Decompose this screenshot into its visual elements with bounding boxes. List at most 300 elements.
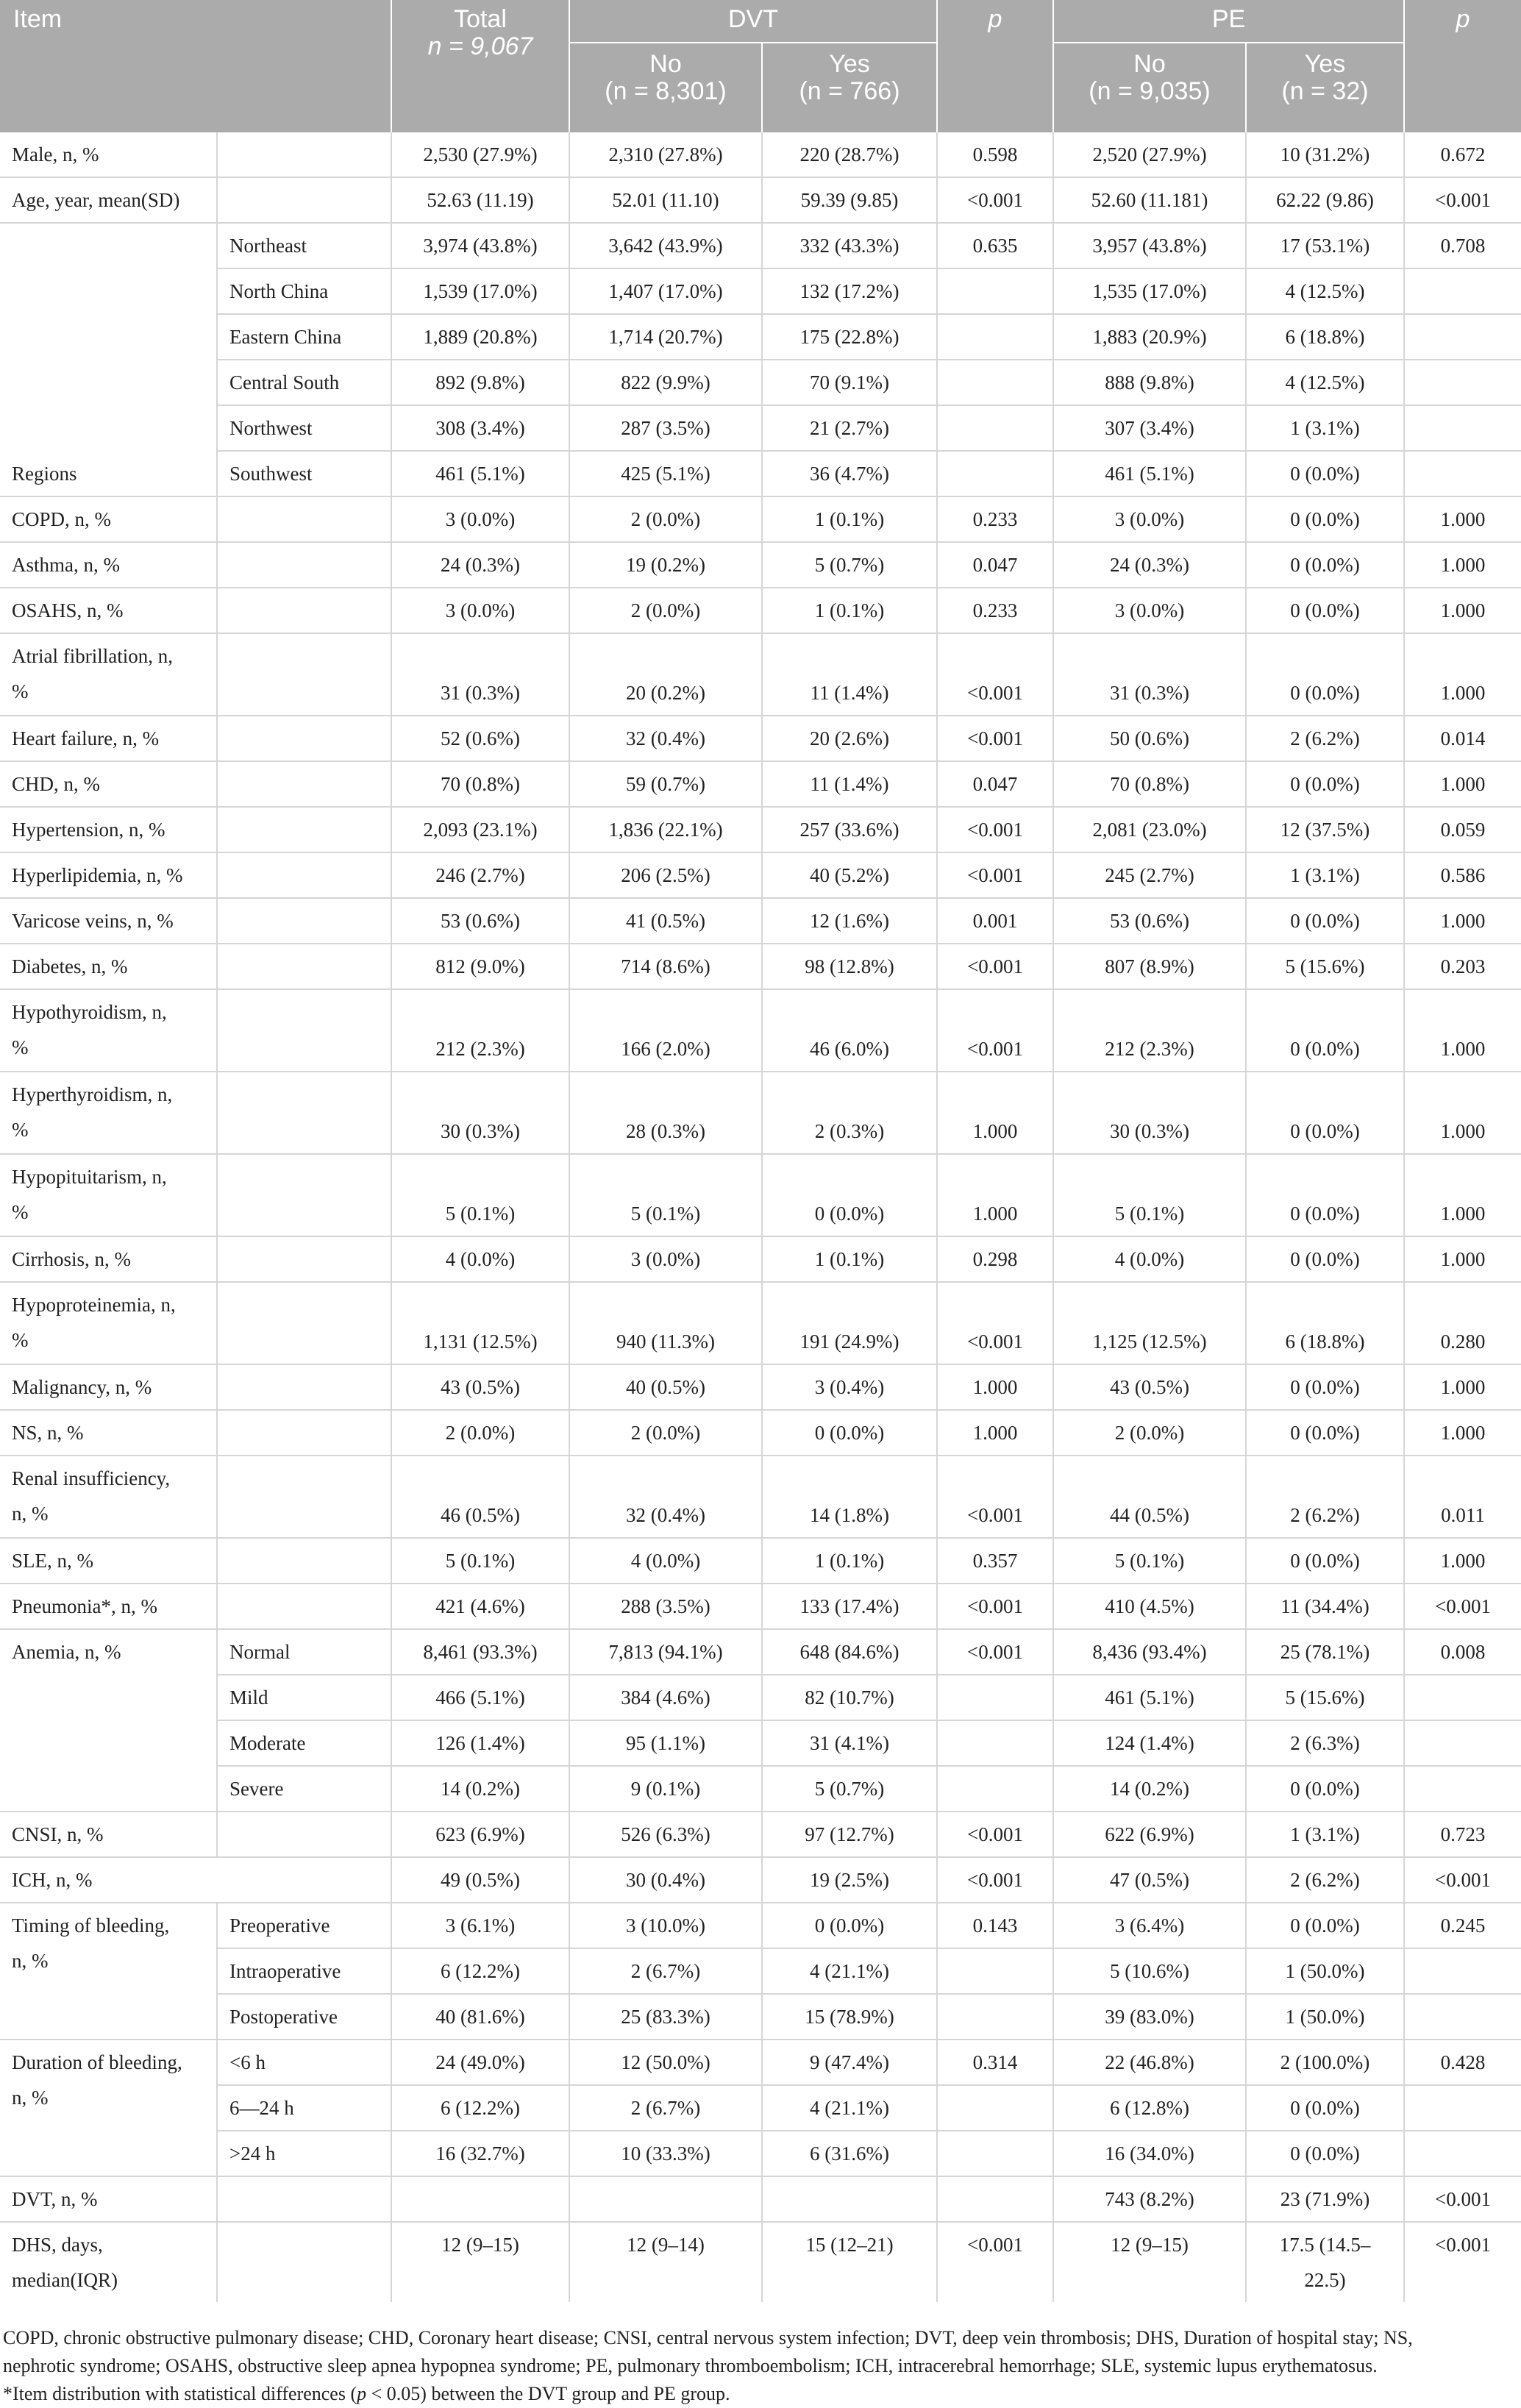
cell-p-dvt: <0.001 (937, 633, 1053, 716)
cell-p-pe: 0.059 (1404, 807, 1521, 852)
cell-pe-yes: 4 (12.5%) (1246, 268, 1404, 314)
row-label-line2: % (12, 1036, 29, 1058)
cell-pe-no: 50 (0.6%) (1053, 716, 1246, 761)
cell-dvt-yes: 15 (78.9%) (762, 1994, 937, 2040)
cell-pe-yes: 17 (53.1%) (1246, 223, 1404, 268)
header-pe-yes-label: Yes (1304, 50, 1346, 78)
cell-total: 40 (81.6%) (391, 1994, 569, 2040)
header-pe-no-label: No (1133, 50, 1166, 78)
cell-p-pe: 1.000 (1404, 1072, 1521, 1154)
cell-total: 6 (12.2%) (391, 2085, 569, 2131)
cell-p-pe (1404, 405, 1521, 451)
row-label-line2: n, % (12, 2087, 49, 2109)
cell-dvt-no: 166 (2.0%) (569, 989, 762, 1072)
cell-p-dvt: <0.001 (937, 1812, 1053, 1857)
cell-pe-no: 16 (34.0%) (1053, 2131, 1246, 2176)
row-sublabel: Preoperative (217, 1903, 391, 1948)
cell-total: 3 (0.0%) (391, 588, 569, 633)
cell-dvt-no: 25 (83.3%) (569, 1994, 762, 2040)
header-dvt-no (569, 43, 762, 132)
table-row (0, 588, 1521, 633)
header-p-pe (1404, 0, 1521, 132)
cell-total (391, 2176, 569, 2222)
cell-p-pe: 1.000 (1404, 1538, 1521, 1584)
cell-pe-yes: 0 (0.0%) (1246, 761, 1404, 807)
cell-dvt-no: 287 (3.5%) (569, 405, 762, 451)
cell-total: 3 (6.1%) (391, 1903, 569, 1948)
row-label-line2: % (12, 1119, 29, 1141)
cell-total: 5 (0.1%) (391, 1538, 569, 1584)
table-row (0, 989, 1521, 1072)
cell-pe-no: 24 (0.3%) (1053, 542, 1246, 588)
row-label-duration (0, 2040, 217, 2176)
cell-dvt-yes: 97 (12.7%) (762, 1812, 937, 1857)
cell-dvt-no: 2 (0.0%) (569, 496, 762, 542)
cell-dvt-no: 384 (4.6%) (569, 1675, 762, 1720)
header-pe-yes (1246, 43, 1404, 132)
cell-pe-yes-line1: 17.5 (14.5– (1279, 2234, 1371, 2256)
cell-pe-no: 52.60 (11.181) (1053, 177, 1246, 223)
cell-p-dvt: <0.001 (937, 944, 1053, 989)
row-label: DVT, n, % (0, 2176, 217, 2222)
cell-p-pe (1404, 1766, 1521, 1812)
header-dvt-yes-n: (n = 766) (799, 77, 900, 105)
row-sublabel: Moderate (217, 1720, 391, 1766)
cell-dvt-yes: 1 (0.1%) (762, 1538, 937, 1584)
empty-cell (217, 588, 391, 633)
cell-pe-no: 461 (5.1%) (1053, 1675, 1246, 1720)
cell-dvt-no: 2,310 (27.8%) (569, 132, 762, 177)
header-dvt (569, 0, 937, 43)
cell-pe-no: 5 (0.1%) (1053, 1538, 1246, 1584)
table-row (0, 1154, 1521, 1236)
cell-pe-no: 124 (1.4%) (1053, 1720, 1246, 1766)
empty-cell (217, 2222, 391, 2302)
cell-pe-yes: 62.22 (9.86) (1246, 177, 1404, 223)
cell-p-dvt (937, 1766, 1053, 1812)
row-label: Malignancy, n, % (0, 1364, 217, 1410)
cell-p-pe: 1.000 (1404, 496, 1521, 542)
row-sublabel: Mild (217, 1675, 391, 1720)
empty-cell (217, 1410, 391, 1456)
cell-pe-yes: 2 (100.0%) (1246, 2040, 1404, 2085)
cell-p-dvt: 0.047 (937, 542, 1053, 588)
empty-cell (217, 1072, 391, 1154)
row-sublabel: Severe (217, 1766, 391, 1812)
cell-p-dvt: <0.001 (937, 1456, 1053, 1538)
cell-pe-no: 6 (12.8%) (1053, 2085, 1246, 2131)
cell-total: 3,974 (43.8%) (391, 223, 569, 268)
cell-total: 1,539 (17.0%) (391, 268, 569, 314)
cell-p-dvt (937, 451, 1053, 496)
cell-p-pe: 0.428 (1404, 2040, 1521, 2085)
cell-dvt-no: 822 (9.9%) (569, 360, 762, 405)
row-label (0, 1282, 217, 1364)
cell-pe-no: 245 (2.7%) (1053, 852, 1246, 898)
cell-p-pe: 0.008 (1404, 1629, 1521, 1675)
row-sublabel: Northeast (217, 223, 391, 268)
cell-p-pe: 1.000 (1404, 588, 1521, 633)
header-item-label: Item (13, 5, 63, 33)
cell-dvt-no: 52.01 (11.10) (569, 177, 762, 223)
cell-dvt-yes: 19 (2.5%) (762, 1857, 937, 1903)
cell-p-pe (1404, 268, 1521, 314)
cell-total: 5 (0.1%) (391, 1154, 569, 1236)
cell-total: 12 (9–15) (391, 2222, 569, 2302)
table-row (0, 944, 1521, 989)
cell-dvt-yes: 11 (1.4%) (762, 761, 937, 807)
cell-p-dvt: <0.001 (937, 1629, 1053, 1675)
cell-dvt-yes: 220 (28.7%) (762, 132, 937, 177)
cell-pe-yes: 0 (0.0%) (1246, 542, 1404, 588)
row-label: OSAHS, n, % (0, 588, 217, 633)
cell-dvt-no: 288 (3.5%) (569, 1584, 762, 1629)
table-row (0, 1948, 1521, 1994)
footnote-significance (3, 2380, 1518, 2408)
header-p-pe-label: p (1456, 5, 1470, 33)
cell-p-pe (1404, 360, 1521, 405)
cell-pe-yes: 0 (0.0%) (1246, 1538, 1404, 1584)
table-row (0, 223, 1521, 268)
cell-pe-yes: 2 (6.2%) (1246, 1456, 1404, 1538)
table-row (0, 633, 1521, 716)
empty-cell (217, 1364, 391, 1410)
table-row (0, 1629, 1521, 1675)
cell-p-pe: 1.000 (1404, 1236, 1521, 1282)
header-dvt-no-label: No (649, 50, 682, 78)
cell-pe-yes: 0 (0.0%) (1246, 1072, 1404, 1154)
cell-p-dvt: 0.001 (937, 898, 1053, 944)
row-label: Cirrhosis, n, % (0, 1236, 217, 1282)
cell-pe-no: 12 (9–15) (1053, 2222, 1246, 2302)
cell-pe-yes: 0 (0.0%) (1246, 1154, 1404, 1236)
cell-dvt-yes: 98 (12.8%) (762, 944, 937, 989)
row-label (0, 633, 217, 716)
cell-pe-no: 30 (0.3%) (1053, 1072, 1246, 1154)
cell-pe-yes (1246, 2222, 1404, 2302)
cell-dvt-no: 3 (10.0%) (569, 1903, 762, 1948)
cell-p-dvt: <0.001 (937, 1857, 1053, 1903)
cell-dvt-no: 30 (0.4%) (569, 1857, 762, 1903)
row-label-line2: n, % (12, 1503, 49, 1525)
cell-pe-yes: 1 (3.1%) (1246, 1812, 1404, 1857)
table-row (0, 360, 1521, 405)
footnote-significance-part2: < 0.05) between the DVT group and PE group. (366, 2383, 730, 2404)
empty-cell (217, 2176, 391, 2222)
cell-dvt-yes: 46 (6.0%) (762, 989, 937, 1072)
cell-total: 461 (5.1%) (391, 451, 569, 496)
row-label-line1: Atrial fibrillation, n, (12, 645, 173, 667)
cell-p-dvt: 0.143 (937, 1903, 1053, 1948)
cell-dvt-no: 5 (0.1%) (569, 1154, 762, 1236)
cell-pe-no: 743 (8.2%) (1053, 2176, 1246, 2222)
cell-pe-yes: 25 (78.1%) (1246, 1629, 1404, 1675)
cell-p-pe: 0.014 (1404, 716, 1521, 761)
cell-total: 2 (0.0%) (391, 1410, 569, 1456)
cell-p-dvt: 0.233 (937, 588, 1053, 633)
empty-cell (217, 1584, 391, 1629)
cell-total: 623 (6.9%) (391, 1812, 569, 1857)
table-row (0, 177, 1521, 223)
cell-dvt-yes: 1 (0.1%) (762, 1236, 937, 1282)
cell-p-pe: 0.245 (1404, 1903, 1521, 1948)
table-row (0, 542, 1521, 588)
cell-dvt-yes: 133 (17.4%) (762, 1584, 937, 1629)
cell-pe-yes: 2 (6.2%) (1246, 716, 1404, 761)
empty-cell (217, 177, 391, 223)
header-pe-label: PE (1211, 5, 1246, 33)
cell-total: 1,889 (20.8%) (391, 314, 569, 360)
table-row (0, 716, 1521, 761)
cell-p-dvt: 1.000 (937, 1410, 1053, 1456)
cell-p-pe (1404, 2085, 1521, 2131)
cell-pe-yes: 1 (3.1%) (1246, 852, 1404, 898)
cell-total: 3 (0.0%) (391, 496, 569, 542)
cell-total: 24 (0.3%) (391, 542, 569, 588)
row-label-line2: % (12, 1201, 29, 1223)
cell-p-pe: 1.000 (1404, 633, 1521, 716)
cell-pe-yes: 6 (18.8%) (1246, 1282, 1404, 1364)
cell-pe-no: 461 (5.1%) (1053, 451, 1246, 496)
cell-p-dvt: <0.001 (937, 716, 1053, 761)
row-label-line2: n, % (12, 1950, 49, 1972)
cell-pe-no: 53 (0.6%) (1053, 898, 1246, 944)
cell-pe-no: 2 (0.0%) (1053, 1410, 1246, 1456)
cell-p-dvt: <0.001 (937, 1282, 1053, 1364)
table-row (0, 1456, 1521, 1538)
footnote-abbreviations-line2: nephrotic syndrome; OSAHS, obstructive sleep apnea hypopnea syndrome; PE, pulmonary thromboembolism; ICH, intracerebral hemorrhage; SLE, systemic lupus erythematosus. (3, 2355, 1378, 2376)
header-total (391, 0, 569, 132)
cell-p-pe (1404, 1948, 1521, 1994)
cell-total: 30 (0.3%) (391, 1072, 569, 1154)
cell-pe-no: 5 (0.1%) (1053, 1154, 1246, 1236)
cell-dvt-no: 59 (0.7%) (569, 761, 762, 807)
cell-dvt-yes: 31 (4.1%) (762, 1720, 937, 1766)
cell-pe-yes: 1 (3.1%) (1246, 405, 1404, 451)
cell-p-dvt (937, 1675, 1053, 1720)
cell-dvt-yes: 70 (9.1%) (762, 360, 937, 405)
row-label-timing (0, 1903, 217, 2040)
cell-p-dvt: 0.598 (937, 132, 1053, 177)
cell-p-pe: <0.001 (1404, 1857, 1521, 1903)
cell-pe-yes: 10 (31.2%) (1246, 132, 1404, 177)
row-label (0, 2222, 217, 2302)
cell-pe-yes-line2: 22.5) (1304, 2269, 1346, 2291)
cell-p-dvt: 0.635 (937, 223, 1053, 268)
cell-pe-yes: 5 (15.6%) (1246, 944, 1404, 989)
cell-dvt-no: 10 (33.3%) (569, 2131, 762, 2176)
cell-p-pe: 0.708 (1404, 223, 1521, 268)
header-pe-yes-n: (n = 32) (1281, 77, 1369, 105)
cell-dvt-yes: 257 (33.6%) (762, 807, 937, 852)
cell-dvt-no: 9 (0.1%) (569, 1766, 762, 1812)
row-label-line1: Hyperthyroidism, n, (12, 1083, 173, 1105)
row-label-line2: median(IQR) (12, 2269, 118, 2291)
cell-dvt-no: 12 (50.0%) (569, 2040, 762, 2085)
cell-dvt-no: 2 (6.7%) (569, 1948, 762, 1994)
header-total-n: n = 9,067 (427, 32, 533, 60)
cell-total: 24 (49.0%) (391, 2040, 569, 2085)
cell-pe-no: 8,436 (93.4%) (1053, 1629, 1246, 1675)
cell-dvt-no: 19 (0.2%) (569, 542, 762, 588)
cell-p-dvt (937, 1948, 1053, 1994)
cell-dvt-yes: 5 (0.7%) (762, 1766, 937, 1812)
cell-total: 14 (0.2%) (391, 1766, 569, 1812)
cell-p-dvt: <0.001 (937, 1584, 1053, 1629)
cell-p-dvt: 0.047 (937, 761, 1053, 807)
table-row (0, 852, 1521, 898)
cell-total: 812 (9.0%) (391, 944, 569, 989)
header-dvt-yes (762, 43, 937, 132)
cell-pe-yes: 6 (18.8%) (1246, 314, 1404, 360)
cell-pe-no: 2,081 (23.0%) (1053, 807, 1246, 852)
row-label-line1: Renal insufficiency, (12, 1467, 171, 1489)
cell-pe-yes: 4 (12.5%) (1246, 360, 1404, 405)
header-pe (1053, 0, 1404, 43)
cell-p-pe: <0.001 (1435, 2234, 1491, 2256)
cell-dvt-yes: 82 (10.7%) (762, 1675, 937, 1720)
cell-p-dvt: <0.001 (937, 852, 1053, 898)
cell-pe-yes: 0 (0.0%) (1246, 1364, 1404, 1410)
table-row (0, 2040, 1521, 2085)
row-label-line1: Timing of bleeding, (12, 1914, 170, 1937)
cell-dvt-yes: 3 (0.4%) (762, 1364, 937, 1410)
table-row (0, 1282, 1521, 1364)
table-row (0, 1720, 1521, 1766)
row-label-regions: Regions (0, 223, 217, 496)
cell-dvt-yes: 4 (21.1%) (762, 1948, 937, 1994)
header-pe-no-n: (n = 9,035) (1089, 77, 1211, 105)
cell-pe-yes: 0 (0.0%) (1246, 496, 1404, 542)
cell-p-dvt: 0.298 (937, 1236, 1053, 1282)
header-pe-no (1053, 43, 1246, 132)
cell-pe-no: 622 (6.9%) (1053, 1812, 1246, 1857)
cell-dvt-no: 4 (0.0%) (569, 1538, 762, 1584)
cell-pe-no: 44 (0.5%) (1053, 1456, 1246, 1538)
row-sublabel: 6—24 h (217, 2085, 391, 2131)
cell-p-pe: 0.672 (1404, 132, 1521, 177)
cell-dvt-yes: 59.39 (9.85) (762, 177, 937, 223)
row-label (0, 1154, 217, 1236)
row-label (0, 1072, 217, 1154)
cell-p-dvt: <0.001 (937, 807, 1053, 852)
cell-total: 70 (0.8%) (391, 761, 569, 807)
cell-dvt-no: 425 (5.1%) (569, 451, 762, 496)
row-label: Pneumonia*, n, % (0, 1584, 217, 1629)
table-row (0, 2131, 1521, 2176)
cell-dvt-no: 2 (6.7%) (569, 2085, 762, 2131)
row-label: NS, n, % (0, 1410, 217, 1456)
cell-dvt-yes: 9 (47.4%) (762, 2040, 937, 2085)
cell-pe-no: 14 (0.2%) (1053, 1766, 1246, 1812)
cell-pe-yes: 0 (0.0%) (1246, 1410, 1404, 1456)
cell-dvt-no: 95 (1.1%) (569, 1720, 762, 1766)
cell-dvt-no: 40 (0.5%) (569, 1364, 762, 1410)
cell-pe-no: 410 (4.5%) (1053, 1584, 1246, 1629)
table-row (0, 1584, 1521, 1629)
empty-cell (217, 542, 391, 588)
cell-total: 4 (0.0%) (391, 1236, 569, 1282)
cell-pe-no: 212 (2.3%) (1053, 989, 1246, 1072)
cell-total: 8,461 (93.3%) (391, 1629, 569, 1675)
cell-dvt-no: 2 (0.0%) (569, 588, 762, 633)
cell-p-dvt (937, 405, 1053, 451)
row-label-line1: Hypothyroidism, n, (12, 1001, 167, 1023)
cell-total: 31 (0.3%) (391, 633, 569, 716)
cell-pe-no: 70 (0.8%) (1053, 761, 1246, 807)
cell-dvt-yes: 2 (0.3%) (762, 1072, 937, 1154)
cell-total: 49 (0.5%) (391, 1857, 569, 1903)
cell-dvt-yes: 40 (5.2%) (762, 852, 937, 898)
row-sublabel: North China (217, 268, 391, 314)
cell-pe-yes: 12 (37.5%) (1246, 807, 1404, 852)
cell-dvt-yes (762, 2176, 937, 2222)
header-dvt-no-n: (n = 8,301) (605, 77, 727, 105)
cell-total: 2,093 (23.1%) (391, 807, 569, 852)
table-row (0, 1994, 1521, 2040)
cell-total: 1,131 (12.5%) (391, 1282, 569, 1364)
table-row (0, 1857, 1521, 1903)
cell-pe-yes: 1 (50.0%) (1246, 1994, 1404, 2040)
cell-dvt-yes: 132 (17.2%) (762, 268, 937, 314)
row-sublabel: >24 h (217, 2131, 391, 2176)
header-dvt-label: DVT (728, 5, 778, 33)
cell-dvt-no: 206 (2.5%) (569, 852, 762, 898)
cell-total: 52.63 (11.19) (391, 177, 569, 223)
cell-p-pe (1404, 1720, 1521, 1766)
empty-cell (217, 1282, 391, 1364)
table-body (0, 132, 1521, 2302)
cell-p-dvt (937, 2085, 1053, 2131)
header-p-dvt-label: p (988, 5, 1002, 33)
empty-cell (217, 1236, 391, 1282)
cell-p-dvt (937, 360, 1053, 405)
cell-pe-no: 807 (8.9%) (1053, 944, 1246, 989)
cell-dvt-yes: 36 (4.7%) (762, 451, 937, 496)
header-total-label: Total (454, 5, 507, 33)
cell-p-dvt: <0.001 (937, 177, 1053, 223)
cell-pe-yes: 0 (0.0%) (1246, 1236, 1404, 1282)
empty-cell (217, 761, 391, 807)
table-row (0, 1538, 1521, 1584)
cell-dvt-yes: 175 (22.8%) (762, 314, 937, 360)
cell-pe-no: 31 (0.3%) (1053, 633, 1246, 716)
cell-dvt-yes: 0 (0.0%) (762, 1903, 937, 1948)
cell-total: 246 (2.7%) (391, 852, 569, 898)
cell-pe-no: 47 (0.5%) (1053, 1857, 1246, 1903)
cell-p-dvt (937, 1994, 1053, 2040)
cell-dvt-yes: 15 (12–21) (762, 2222, 937, 2302)
cell-p-pe: 0.203 (1404, 944, 1521, 989)
cell-pe-yes: 0 (0.0%) (1246, 989, 1404, 1072)
empty-cell (217, 898, 391, 944)
empty-cell (217, 716, 391, 761)
table-row (0, 405, 1521, 451)
cell-pe-no: 5 (10.6%) (1053, 1948, 1246, 1994)
cell-pe-no: 888 (9.8%) (1053, 360, 1246, 405)
cell-p-dvt: 1.000 (937, 1072, 1053, 1154)
cell-pe-no: 3 (6.4%) (1053, 1903, 1246, 1948)
table-row (0, 314, 1521, 360)
cell-dvt-no: 1,714 (20.7%) (569, 314, 762, 360)
row-label-line1: Duration of bleeding, (12, 2051, 182, 2073)
row-sublabel: Intraoperative (217, 1948, 391, 1994)
cell-dvt-yes: 5 (0.7%) (762, 542, 937, 588)
cell-pe-no: 22 (46.8%) (1053, 2040, 1246, 2085)
cell-dvt-no: 28 (0.3%) (569, 1072, 762, 1154)
empty-cell (217, 807, 391, 852)
empty-cell (217, 1154, 391, 1236)
